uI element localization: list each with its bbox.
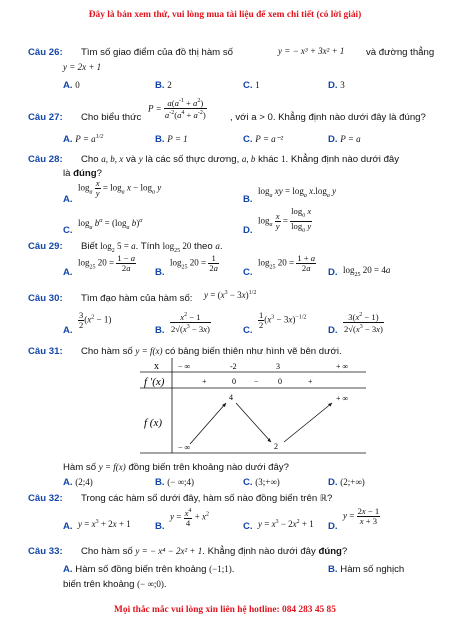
q30-option-a-letter[interactable]: A. [63,325,73,336]
q27-expression: P = $\frac{a(a^{-1} + a^2)}{a^{-2}(a^4 + a^{-2})}$ [148,97,206,120]
hotline-footer: Mọi thắc mắc vui lòng xin liên hệ hotline: 084 283 45 85 [114,605,336,615]
q31-option-a[interactable]: A. (2;4) [63,477,93,488]
vt-x-value-3: 3 [276,362,280,371]
q32-option-a-letter[interactable]: A. [63,521,73,532]
q29-option-d-formula[interactable]: $\log_{25} 20 = 4a$ [343,265,391,278]
q26-line: y = 2x + 1 [63,62,102,72]
q29-option-c-letter[interactable]: C. [243,267,253,278]
vt-arrow-3 [284,403,332,442]
q27-label: Câu 27: [28,112,63,123]
q31-question: Hàm số y = f(x) đồng biến trên khoảng nào dưới đây? [63,462,289,473]
q33-stem: Cho hàm số y = − x⁴ − 2x² + 1. Khẳng định nào dưới đây đúng? [81,546,348,557]
q29-option-a-formula[interactable]: $\log_{25} 20$ = $\frac{1 - a}{2a}$ [78,253,136,273]
q26-option-a[interactable]: A. 0 [63,80,80,91]
vt-sign-5: + [308,377,313,386]
q28-option-a-formula[interactable]: $\log_a$ $\frac{x}{y}$ = $\log_a x - \log_a y$ [78,178,162,198]
vt-fprime-label: f ′(x) [144,376,165,388]
q27-option-b[interactable]: B. P = 1 [155,134,188,145]
q30-option-a-formula[interactable]: $\frac{3}{2}$ $(x^2 - 1)$ [79,310,112,330]
q28-option-c-letter[interactable]: C. [63,225,73,236]
q27-option-d[interactable]: D. P = a [328,134,361,145]
q28-stem-line2: là đúng? [63,168,102,179]
q32-option-b-formula[interactable]: y = $\frac{x^4}{4}$ + $x^2$ [170,507,209,528]
vt-arrow-1 [190,403,226,444]
q31-option-d[interactable]: D. (2;+∞) [328,477,365,488]
vt-sign-1: + [202,377,207,386]
q32-label: Câu 32: [28,493,63,504]
vt-f-value-1: 4 [229,393,233,402]
q26-option-c[interactable]: C. 1 [243,80,260,91]
q30-option-c-letter[interactable]: C. [243,325,253,336]
q32-option-a-formula[interactable]: $y = x^3 + 2x + 1$ [78,519,131,529]
q26-option-b[interactable]: B. 2 [155,80,172,91]
vt-f-value-2: + ∞ [336,394,349,403]
q31-stem: Cho hàm số y = f(x) có bảng biến thiên như hình vẽ bên dưới. [81,346,342,357]
q29-option-a-letter[interactable]: A. [63,267,73,278]
vt-sign-4: 0 [278,377,282,386]
q29-option-d-letter[interactable]: D. [328,267,338,278]
q27-option-c[interactable]: C. P = a⁻² [243,134,284,145]
q32-stem: Trong các hàm số dưới đây, hàm số nào đồng biến trên ℝ? [81,493,333,504]
q30-option-b-letter[interactable]: B. [155,325,165,336]
q28-option-b-letter[interactable]: B. [243,194,253,205]
q32-option-c-letter[interactable]: C. [243,521,253,532]
q26-option-d[interactable]: D. 3 [328,80,345,91]
q32-option-d-letter[interactable]: D. [328,521,338,532]
q28-stem: Cho a, b, x và y là các số thực dương, a, b khác 1. Khẳng định nào dưới đây [81,154,400,165]
vt-sign-2: 0 [232,377,236,386]
q28-label: Câu 28: [28,154,63,165]
q33-option-b[interactable]: B. Hàm số nghịch [328,564,405,575]
q30-label: Câu 30: [28,293,63,304]
q27-condition: , với a > 0. Khẳng định nào dưới đây là đúng? [230,112,426,123]
q29-option-b-formula[interactable]: $\log_{25} 20$ = $\frac{1}{2a}$ [170,253,218,273]
q29-stem: Biết $\log_2 5 = a$. Tính $\log_{25} 20$ theo a. [81,241,223,254]
q31-option-b[interactable]: B. (− ∞;4) [155,477,195,488]
vt-x-label: x [154,361,159,372]
vt-sign-3: − [254,377,259,386]
q28-option-d-letter[interactable]: D. [243,225,253,236]
vt-x-value-2: -2 [230,362,237,371]
q30-function: $y = (x^3 - 3x)^{1/2}$ [204,290,257,300]
q31-option-c[interactable]: C. (3;+∞) [243,477,280,488]
q28-option-d-formula[interactable]: $\log_a$ $\frac{x}{y}$ = $\frac{\log_a x}{\log_a y}$ [258,206,312,234]
q33-option-b-cont[interactable]: biến trên khoảng (− ∞;0). [63,579,167,590]
q27-option-a[interactable]: A. $P = a^{1/2}$ [63,134,104,145]
q28-option-c-formula[interactable]: $\log_a b^\alpha = (\log_a$ b)$^\alpha$ [78,218,143,231]
q31-label: Câu 31: [28,346,63,357]
q33-label: Câu 33: [28,546,63,557]
q26-function: y = − x³ + 3x² + 1 [278,46,345,56]
preview-banner: Đây là bản xem thử, vui lòng mua tài liệu để xem chi tiết (có lời giải) [88,10,362,20]
q28-option-a-letter[interactable]: A. [63,194,73,205]
q30-option-d-formula[interactable]: $\frac{3(x^2 - 1)}{2√(x^3 - 3x)}$ [344,311,383,334]
q27-text: Cho biểu thức [81,112,142,123]
q30-text: Tìm đạo hàm của hàm số: [81,293,193,304]
q30-option-d-letter[interactable]: D. [328,325,338,336]
vt-f-value-3: − ∞ [178,443,191,452]
vt-f-label: f (x) [144,417,163,429]
q29-option-c-formula[interactable]: $\log_{25} 20$ = $\frac{1 + a}{2a}$ [258,253,316,273]
vt-x-value-4: + ∞ [336,362,349,371]
q29-option-b-letter[interactable]: B. [155,267,165,278]
q28-option-b-formula[interactable]: $\log_a$ xy = $\log_a x.\log_a$ y [258,186,337,199]
q30-option-c-formula[interactable]: $\frac{1}{2}$ $(x^3 - 3x)^{-1/2}$ [259,310,307,330]
vt-arrow-2 [236,403,271,442]
q26-tail: và đường thẳng [366,47,435,58]
q32-option-d-formula[interactable]: y = $\frac{2x - 1}{x + 3}$ [343,506,380,526]
q26-label: Câu 26: [28,47,63,58]
q32-option-b-letter[interactable]: B. [155,521,165,532]
q26-text: Tìm số giao điểm của đồ thị hàm số [81,47,233,58]
q30-option-b-formula[interactable]: $\frac{x^2 - 1}{2√(x^3 - 3x)}$ [171,311,210,334]
vt-x-value-1: − ∞ [178,362,191,371]
q33-option-a[interactable]: A. Hàm số đồng biến trên khoảng (−1;1). [63,564,235,575]
variation-table [140,358,366,454]
q32-option-c-formula[interactable]: $y = x^3 - 2x^2 + 1$ [258,519,314,529]
vt-f-value-4: 2 [274,442,278,451]
q29-label: Câu 29: [28,241,63,252]
